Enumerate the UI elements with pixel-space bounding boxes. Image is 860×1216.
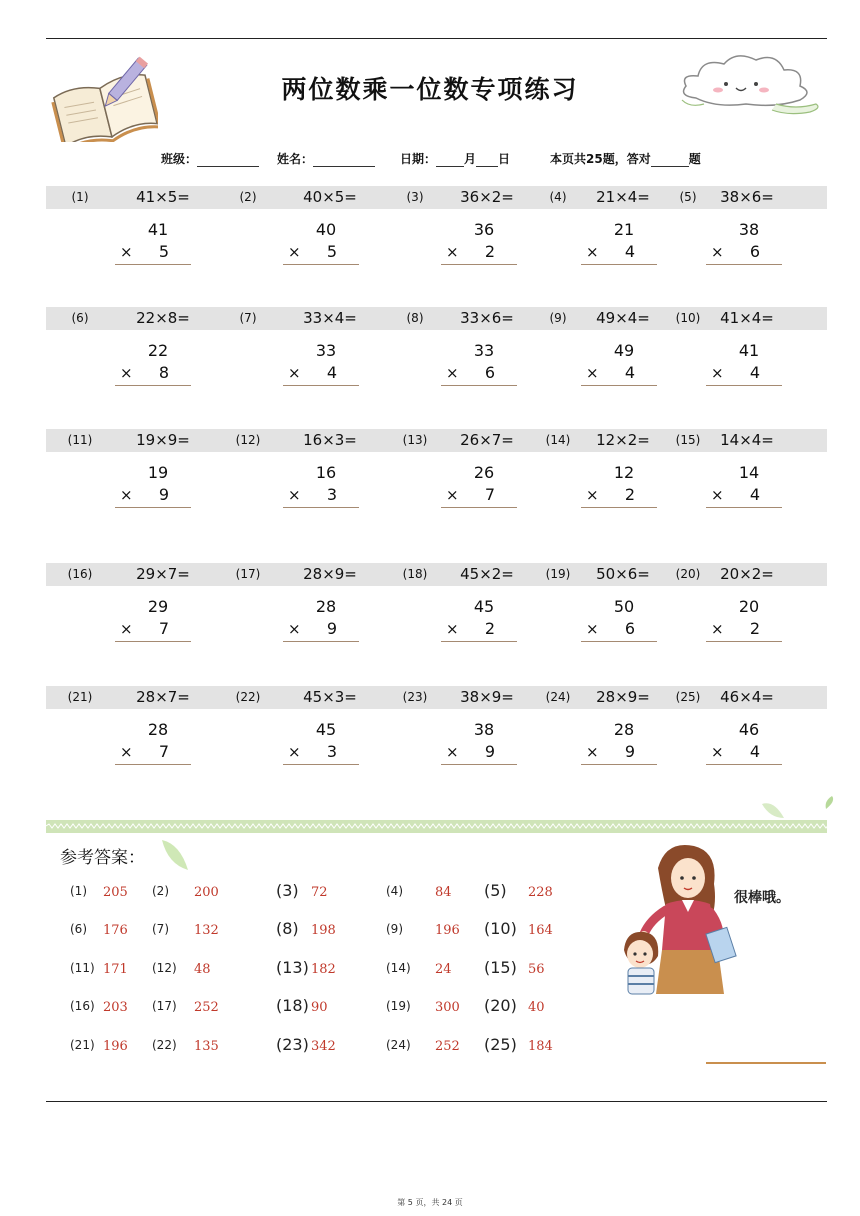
- score-prefix: 本页共25题，答对: [550, 152, 651, 166]
- answer-number: (19): [386, 999, 411, 1013]
- problem-expression: 28×9=: [596, 688, 650, 706]
- vertical-bottom-number: 4: [624, 363, 636, 382]
- vertical-top-number: 36: [473, 220, 495, 239]
- times-sign: ×: [586, 620, 599, 638]
- vertical-bottom-number: 9: [158, 485, 170, 504]
- answer-line[interactable]: [581, 264, 657, 265]
- vertical-top-number: 38: [473, 720, 495, 739]
- answer-number: (2): [152, 884, 169, 898]
- answer-line[interactable]: [441, 385, 517, 386]
- problem-number: (23): [402, 690, 428, 704]
- times-sign: ×: [120, 364, 133, 382]
- problem-number: (6): [71, 311, 89, 325]
- times-sign: ×: [711, 620, 724, 638]
- problem-number: (4): [549, 190, 567, 204]
- problem-expression: 33×4=: [303, 309, 357, 327]
- problem-number: (17): [235, 567, 261, 581]
- times-sign: ×: [711, 364, 724, 382]
- answer-value: 184: [528, 1039, 553, 1054]
- answer-value: 252: [435, 1039, 460, 1054]
- answer-line[interactable]: [115, 507, 191, 508]
- problem-expression: 20×2=: [720, 565, 774, 583]
- answer-line[interactable]: [441, 641, 517, 642]
- problem-expression: 45×2=: [460, 565, 514, 583]
- vertical-bottom-number: 9: [624, 742, 636, 761]
- times-sign: ×: [586, 243, 599, 261]
- date-field[interactable]: [400, 150, 510, 167]
- problem-expression: 50×6=: [596, 565, 650, 583]
- month-blank[interactable]: [436, 155, 464, 167]
- problem-expression: 41×5=: [136, 188, 190, 206]
- answer-value: 90: [311, 1000, 328, 1015]
- vertical-bottom-number: 5: [326, 242, 338, 261]
- vertical-top-number: 21: [613, 220, 635, 239]
- score-suffix: 题: [688, 152, 701, 166]
- times-sign: ×: [586, 364, 599, 382]
- vertical-bottom-number: 4: [749, 742, 761, 761]
- problem-expression: 12×2=: [596, 431, 650, 449]
- problem-number: (12): [235, 433, 261, 447]
- problem-expression: 22×8=: [136, 309, 190, 327]
- answer-number: (4): [386, 884, 403, 898]
- times-sign: ×: [288, 620, 301, 638]
- vertical-bottom-number: 6: [624, 619, 636, 638]
- answer-number: (21): [70, 1038, 95, 1052]
- answer-number: (7): [152, 922, 169, 936]
- leaf-icon-small: [822, 795, 836, 811]
- answer-value: 196: [435, 923, 460, 938]
- answer-number: (1): [70, 884, 87, 898]
- problem-expression: 26×7=: [460, 431, 514, 449]
- answer-number: (17): [152, 999, 177, 1013]
- score-field[interactable]: [550, 150, 701, 167]
- name-blank[interactable]: [313, 155, 375, 167]
- answer-line[interactable]: [581, 641, 657, 642]
- answer-value: 182: [311, 962, 336, 977]
- answer-number: (22): [152, 1038, 177, 1052]
- problem-number: (11): [67, 433, 93, 447]
- answer-value: 135: [194, 1039, 219, 1054]
- vertical-bottom-number: 3: [326, 485, 338, 504]
- answer-line[interactable]: [283, 264, 359, 265]
- vertical-top-number: 33: [315, 341, 337, 360]
- problem-number: (25): [675, 690, 701, 704]
- times-sign: ×: [120, 243, 133, 261]
- vertical-top-number: 20: [738, 597, 760, 616]
- times-sign: ×: [288, 743, 301, 761]
- problem-number: (24): [545, 690, 571, 704]
- answer-number: (11): [70, 961, 95, 975]
- problem-number: (22): [235, 690, 261, 704]
- class-blank[interactable]: [197, 155, 259, 167]
- answer-line[interactable]: [706, 764, 782, 765]
- problem-expression: 38×6=: [720, 188, 774, 206]
- vertical-top-number: 19: [147, 463, 169, 482]
- times-sign: ×: [120, 743, 133, 761]
- answer-number: (10): [484, 919, 517, 938]
- times-sign: ×: [288, 243, 301, 261]
- vertical-bottom-number: 5: [158, 242, 170, 261]
- answer-number: (8): [276, 919, 299, 938]
- vertical-bottom-number: 9: [484, 742, 496, 761]
- problem-expression: 49×4=: [596, 309, 650, 327]
- answer-value: 56: [528, 962, 545, 977]
- problem-number: (19): [545, 567, 571, 581]
- vertical-top-number: 33: [473, 341, 495, 360]
- cloud-icon: [676, 48, 824, 118]
- answer-number: (20): [484, 996, 517, 1015]
- answer-value: 84: [435, 885, 452, 900]
- vertical-top-number: 50: [613, 597, 635, 616]
- times-sign: ×: [586, 743, 599, 761]
- answer-line[interactable]: [706, 264, 782, 265]
- name-label: 姓名：: [277, 152, 314, 166]
- class-field[interactable]: [161, 150, 259, 167]
- answer-line[interactable]: [441, 264, 517, 265]
- answer-number: (9): [386, 922, 403, 936]
- vertical-top-number: 45: [473, 597, 495, 616]
- answer-value: 196: [103, 1039, 128, 1054]
- speech-bubble-text: 很棒哦。: [734, 890, 790, 906]
- vertical-bottom-number: 7: [484, 485, 496, 504]
- problem-number: (3): [406, 190, 424, 204]
- answer-line[interactable]: [581, 507, 657, 508]
- vertical-bottom-number: 2: [624, 485, 636, 504]
- answer-value: 203: [103, 1000, 128, 1015]
- answer-number: (25): [484, 1035, 517, 1054]
- answer-value: 176: [103, 923, 128, 938]
- answer-value: 48: [194, 962, 211, 977]
- vertical-top-number: 28: [613, 720, 635, 739]
- answer-number: (23): [276, 1035, 309, 1054]
- bottom-rule: [46, 1101, 827, 1102]
- answer-value: 300: [435, 1000, 460, 1015]
- vertical-top-number: 14: [738, 463, 760, 482]
- times-sign: ×: [120, 486, 133, 504]
- problem-number: (15): [675, 433, 701, 447]
- answer-number: (5): [484, 881, 507, 900]
- vertical-top-number: 12: [613, 463, 635, 482]
- answer-number: (3): [276, 881, 299, 900]
- vertical-top-number: 28: [315, 597, 337, 616]
- times-sign: ×: [711, 743, 724, 761]
- vertical-top-number: 38: [738, 220, 760, 239]
- problem-expression: 46×4=: [720, 688, 774, 706]
- answer-line[interactable]: [115, 764, 191, 765]
- answers-heading: 参考答案：: [60, 848, 145, 868]
- leaf-icon-left: [160, 838, 190, 872]
- answer-line[interactable]: [283, 507, 359, 508]
- times-sign: ×: [446, 486, 459, 504]
- problem-number: (5): [679, 190, 697, 204]
- answer-line[interactable]: [115, 385, 191, 386]
- times-sign: ×: [288, 364, 301, 382]
- class-label: 班级：: [161, 152, 198, 166]
- vertical-top-number: 45: [315, 720, 337, 739]
- vertical-bottom-number: 7: [158, 619, 170, 638]
- page-footer: 第 5 页，共 24 页: [397, 1198, 463, 1207]
- problem-number: (10): [675, 311, 701, 325]
- vertical-top-number: 41: [738, 341, 760, 360]
- answer-number: (18): [276, 996, 309, 1015]
- problem-number: (9): [549, 311, 567, 325]
- answer-line[interactable]: [441, 764, 517, 765]
- vertical-top-number: 41: [147, 220, 169, 239]
- answer-number: (15): [484, 958, 517, 977]
- vertical-bottom-number: 4: [326, 363, 338, 382]
- vertical-top-number: 26: [473, 463, 495, 482]
- answer-value: 164: [528, 923, 553, 938]
- answer-line[interactable]: [706, 385, 782, 386]
- problem-expression: 41×4=: [720, 309, 774, 327]
- answer-number: (12): [152, 961, 177, 975]
- vertical-bottom-number: 4: [749, 485, 761, 504]
- times-sign: ×: [446, 620, 459, 638]
- vertical-top-number: 49: [613, 341, 635, 360]
- problem-number: (16): [67, 567, 93, 581]
- vertical-top-number: 22: [147, 341, 169, 360]
- problem-expression: 28×9=: [303, 565, 357, 583]
- day-blank[interactable]: [476, 155, 498, 167]
- answer-value: 198: [311, 923, 336, 938]
- problem-number: (20): [675, 567, 701, 581]
- divider-band: [46, 820, 827, 833]
- answer-line[interactable]: [115, 264, 191, 265]
- answer-value: 228: [528, 885, 553, 900]
- problem-expression: 40×5=: [303, 188, 357, 206]
- top-rule: [46, 38, 827, 39]
- answer-line[interactable]: [283, 764, 359, 765]
- vertical-top-number: 46: [738, 720, 760, 739]
- vertical-top-number: 16: [315, 463, 337, 482]
- answer-line[interactable]: [706, 641, 782, 642]
- problem-number: (14): [545, 433, 571, 447]
- page-title: 两位数乘一位数专项练习: [281, 75, 579, 104]
- problem-expression: 16×3=: [303, 431, 357, 449]
- problem-expression: 38×9=: [460, 688, 514, 706]
- vertical-bottom-number: 8: [158, 363, 170, 382]
- problem-number: (18): [402, 567, 428, 581]
- answer-line[interactable]: [581, 385, 657, 386]
- times-sign: ×: [711, 243, 724, 261]
- answer-line[interactable]: [581, 764, 657, 765]
- problem-expression: 33×6=: [460, 309, 514, 327]
- answer-line[interactable]: [441, 507, 517, 508]
- answer-line[interactable]: [283, 641, 359, 642]
- answer-value: 205: [103, 885, 128, 900]
- answer-number: (24): [386, 1038, 411, 1052]
- times-sign: ×: [120, 620, 133, 638]
- vertical-top-number: 29: [147, 597, 169, 616]
- leaf-icon: [760, 800, 786, 822]
- answer-number: (6): [70, 922, 87, 936]
- answer-value: 40: [528, 1000, 545, 1015]
- answer-number: (16): [70, 999, 95, 1013]
- answer-value: 132: [194, 923, 219, 938]
- problem-number: (21): [67, 690, 93, 704]
- name-field[interactable]: [277, 150, 375, 167]
- problem-number: (7): [239, 311, 257, 325]
- answer-line[interactable]: [283, 385, 359, 386]
- times-sign: ×: [711, 486, 724, 504]
- vertical-bottom-number: 4: [749, 363, 761, 382]
- vertical-bottom-number: 4: [624, 242, 636, 261]
- problem-expression: 29×7=: [136, 565, 190, 583]
- vertical-top-number: 40: [315, 220, 337, 239]
- problem-expression: 19×9=: [136, 431, 190, 449]
- answer-value: 24: [435, 962, 452, 977]
- answer-value: 72: [311, 885, 328, 900]
- times-sign: ×: [446, 364, 459, 382]
- decorative-line: [706, 1062, 826, 1064]
- teacher-student-illustration: [606, 840, 806, 1000]
- answer-line[interactable]: [706, 507, 782, 508]
- vertical-top-number: 28: [147, 720, 169, 739]
- date-label: 日期：: [400, 152, 437, 166]
- problem-expression: 14×4=: [720, 431, 774, 449]
- answer-value: 252: [194, 1000, 219, 1015]
- answer-line[interactable]: [115, 641, 191, 642]
- vertical-bottom-number: 2: [484, 619, 496, 638]
- vertical-bottom-number: 2: [749, 619, 761, 638]
- times-sign: ×: [446, 743, 459, 761]
- problem-expression: 36×2=: [460, 188, 514, 206]
- month-label: 月: [464, 152, 477, 166]
- problem-number: (2): [239, 190, 257, 204]
- problem-number: (8): [406, 311, 424, 325]
- vertical-bottom-number: 6: [484, 363, 496, 382]
- problem-number: (1): [71, 190, 89, 204]
- times-sign: ×: [446, 243, 459, 261]
- answer-number: (14): [386, 961, 411, 975]
- vertical-bottom-number: 2: [484, 242, 496, 261]
- vertical-bottom-number: 3: [326, 742, 338, 761]
- times-sign: ×: [586, 486, 599, 504]
- answer-value: 200: [194, 885, 219, 900]
- problem-expression: 45×3=: [303, 688, 357, 706]
- answer-number: (13): [276, 958, 309, 977]
- answer-value: 342: [311, 1039, 336, 1054]
- vertical-bottom-number: 6: [749, 242, 761, 261]
- day-label: 日: [498, 152, 511, 166]
- answer-value: 171: [103, 962, 128, 977]
- vertical-bottom-number: 9: [326, 619, 338, 638]
- problem-expression: 28×7=: [136, 688, 190, 706]
- problem-number: (13): [402, 433, 428, 447]
- vertical-bottom-number: 7: [158, 742, 170, 761]
- score-blank[interactable]: [651, 155, 689, 167]
- times-sign: ×: [288, 486, 301, 504]
- problem-expression: 21×4=: [596, 188, 650, 206]
